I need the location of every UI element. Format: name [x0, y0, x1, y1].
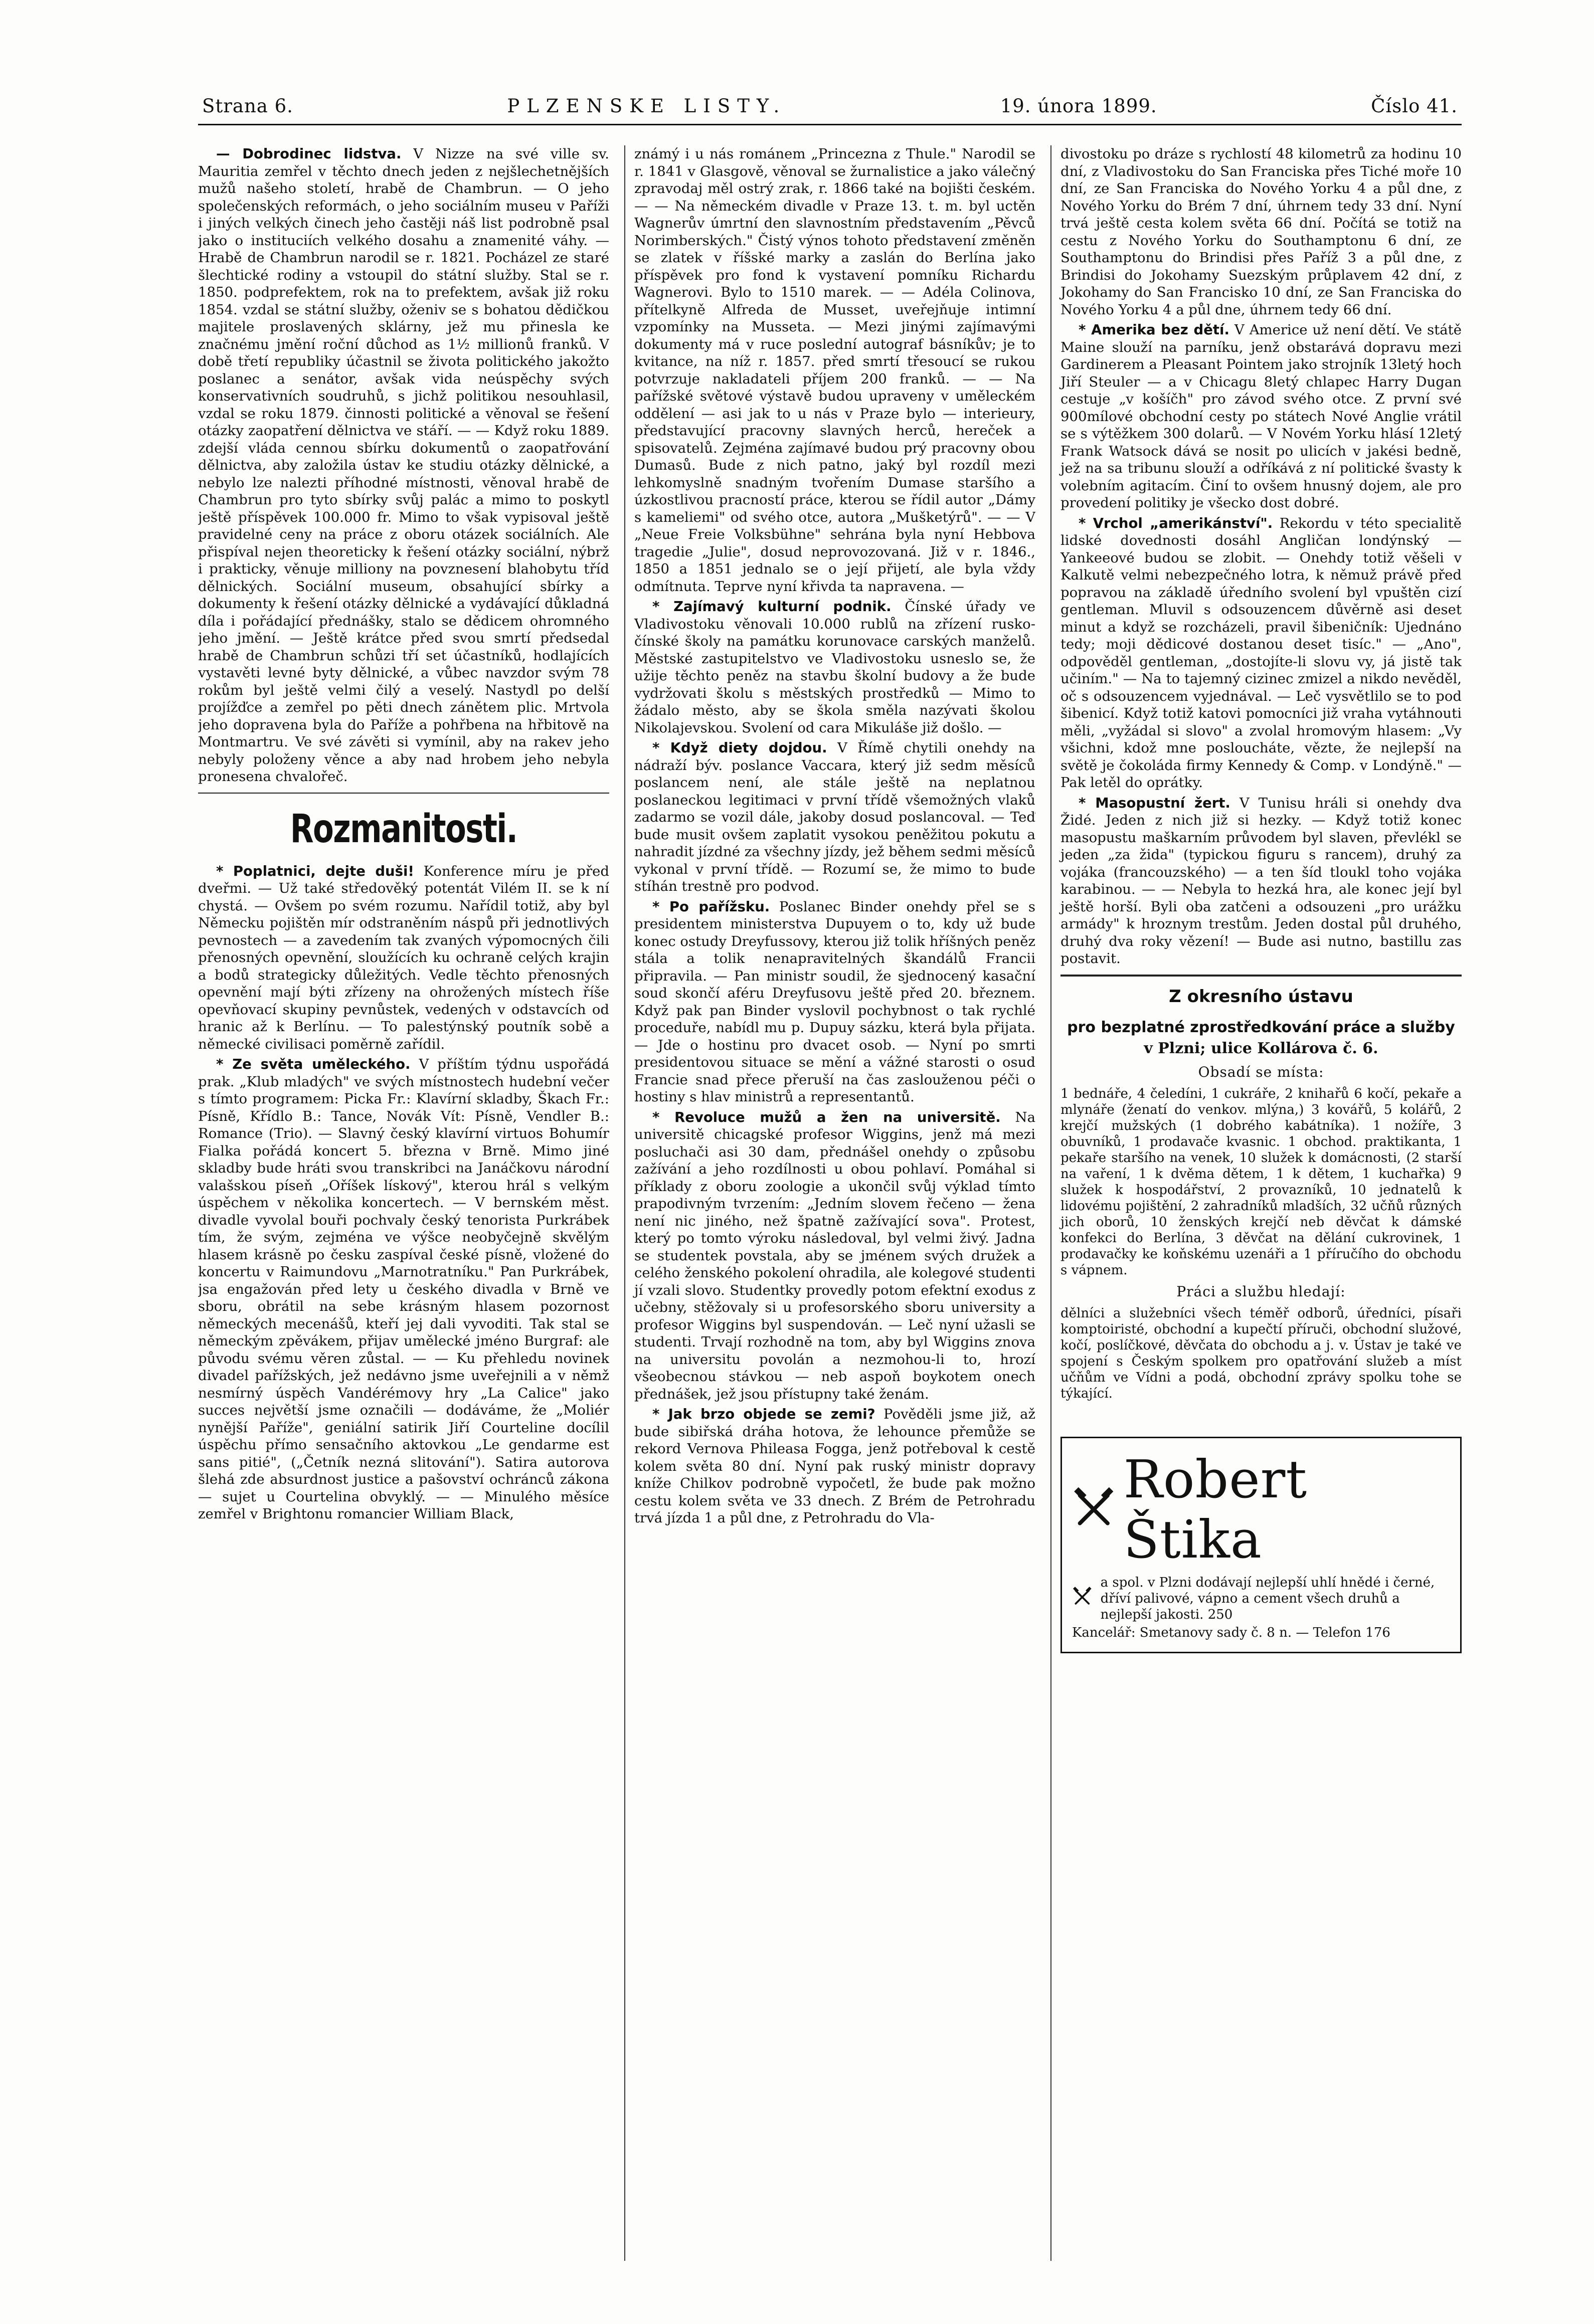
ad-details-row — [1072, 1575, 1450, 1623]
advertisement-stika — [1060, 1437, 1462, 1653]
issue-number: Číslo 41. — [1371, 95, 1458, 117]
article-kulturni-podnik: * Zajímavý kulturní podnik. Čínské úřady ve Vladivostoku věnovali 10.000 rublů na zřízení rusko-čínské školy na památku korunovace carských manželů. Městské zastupitelstvo ve Vladivostoku usneslo se, že užije těchto peněz na stavbu školní budovy a že bude vydržovati školu s městských prostředků — Mimo to žádalo město, aby se škola směla nazývati školou Nikolajevskou. Svolení od cara Mikuláše již došlo. — — [634, 599, 1035, 736]
newspaper-title: PLZENSKE LISTY. — [507, 95, 787, 117]
column-3 — [1050, 145, 1462, 2261]
article-amerika: * Amerika bez dětí. V Americe už není dětí. Ve státě Maine slouží na parníku, jenž obstarává dopravu mezi Gardinerem a Pleasant Pointem jako strojník 13letý hoch Jiří Steuler — a v Chicagu 8letý chlapec Harry Dugan cestuje „v košíčh" pro závod svého otce. Z první své 900mílové obchodní cesty po státech Nové Anglie vrátil se s výtěžkem 300 dolarů. — V Novém Yorku hlásí 12letý Frank Watsock dává se nosit po ulicích v jakési bedně, jež na sa tribunu slouží a odříkává z ní politické švasty k volebním agitacím. Činí to ovšem hnusný dojem, ale pro provedení politiky je všecko dost dobré. — [1060, 322, 1462, 511]
notice-offers: 1 bednáře, 4 čeledíni, 1 cukráře, 2 knihařů 6 kočí, pekaře a mlynáře (ženatí do venkov. mlýna,) 3 kovářů, 5 kolářů, 2 krejčí mužských (1 dobrého kabátníka). 1 nožíře, 3 obuvníků, 1 prodavače kvasnic. 1 obchod. praktikanta, 1 pekaře staršího na venek, 10 služek k domácnosti, (2 starší na vaření, 1 k dvěma dětem, 1 k dětem, 1 kuchařka) 9 služek k hospodářství, 2 provazníků, 10 jednatelů k lidovému pojištění, 2 zahradníků mladších, 32 učňů různých jich oborů, 10 ženských krejčí neb děvčat k dámské konfekci do Berlína, 3 děvčat na dělání cukrovinek, 1 prodavačky ke koňskému uzenáři a 1 příručího do obchodu s vápnem. — [1060, 1086, 1462, 1278]
notice-title-2: pro bezplatné zprostředkování práce a služby — [1067, 1018, 1455, 1036]
notice-heading-seekers: Práci a službu hledají: — [1176, 1283, 1346, 1300]
newspaper-page — [198, 95, 1462, 2261]
article-diety: * Když diety dojdou. V Římě chytili onehdy na nádraží býv. poslance Vaccara, který již sedm měsíců poslancem není, ale stále ještě na neplatnou poslaneckou legitimaci v první třídě všemožných vlaků zadarmo se vozil dále, jakoby dosud poslancoval. — Teď bude musit ovšem zaplatit vysokou peněžitou pokutu a nahradit jízdné za všechny jízdy, jež během sedmi měsíců vykonal v první třídě. — Rozumí se, že mimo to bude stíhán trestně pro podvod. — [634, 740, 1035, 894]
article-dobrodinec: — Dobrodinec lidstva. V Nizze na své ville sv. Mauritia zemřel v těchto dnech jeden z nejšlechetnějších mužů našeho století, hrabě de Chambrun. — O jeho společenských reformách, o jeho sociálním museu v Paříži i jiných velkých činech jeho častěji náš list podrobně psal jako o instituciích velkého dosahu a znamenité váhy. — Hrabě de Chambrun narodil se r. 1821. Pocházel ze staré šlechtické rodiny a vstoupil do státní služby. Stal se r. 1850. podprefektem, rok na to prefektem, avšak již roku 1854. vzdal se státní služby, oženiv se s bohatou dědičkou majitele proslavených sklárny, jež mu přinesla ke značnému jmění roční důchod as 1½ millionů franků. V době třetí republiky účastnil se života politického jakožto poslanec a senátor, avšak vida neúspěchy svých konservativních soudruhů, s jichž politikou nesouhlasil, vzdal se roku 1879. činnosti politické a věnoval se řešení otázky zaopatření dělnictva ve stáří. — — Když roku 1889. zdejší vláda cennou sbírku dokumentů o zaopatřování dělnictva, aby založila ústav ke studiu otázky dělnické, a nebylo lze nalezti příhodné místnosti, věnoval hrabě de Chambrun pro tyto sbírky svůj palác a mimo to poskytl ještě příspěvek 100.000 fr. Mimo to však vypisoval ještě pravidelné ceny na práce z oboru otázek sociálních. Ale přispíval nejen theoreticky k řešení otázky sociální, nýbrž i prakticky, věnuje milliony na povznesení blahobytu tříd dělnických. Sociální museum, obsahující sbírky a dokumenty k řešení otázky dělnické a vydávající důkladná díla i pořádající přednášky, stalo se dědicem ohromného jeho jmění. — Ještě krátce před svou smrtí předsedal hrabě de Chambrun schůzi tří set účastníků, hodlajících vystavěti levné byty dělnické, a vůbec navzdor svým 78 rokům byl ještě velmi čilý a veselý. Nastydl po delší projížďce a zemřel po pěti dnech zánětem plic. Mrtvola jeho dopravena byla do Paříže a pohřbena na hřbitově na Montmartru. Ve své závěti si vymínil, aby na rakev jeho nebyly položeny věnce a aby nad hrobem jeho nebyla pronesena chvalořeč. — [198, 146, 609, 785]
page-number: Strana 6. — [202, 95, 293, 117]
article-revoluce: * Revoluce mužů a žen na universitě. Na universitě chicagské profesor Wiggins, jenž má mezi posluchači asi 30 dam, přednášel onehdy o způsobu zažívání a jeho rozdílnosti u obou pohlaví. Pomáhal si příklady z oboru zoologie a ukončil svůj výklad tímto prapodivným tvrzením: „Jedním slovem řečeno — žena není nic jiného, než špatně zažívající sova". Protest, který po tomto výroku následoval, byl velmi živý. Jadna se studentek povstala, aby se jménem svých družek a celého ženského pokolení ohradila, ale kolegové studenti jí vzali slovo. Studentky provedly potom efektní exodus z učebny, stěžovaly si u profesorského sboru university a profesor Wiggins byl suspendován. — Leč nyní užasli se studenti. Trvají rozhodně na tom, aby byl Wiggins znova na universitu povolán a nezmohou-li to, hrozí všeobecnou stávkou — neb aspoň boykotem onech přednášek, jež jsou přístupny také ženám. — [634, 1109, 1035, 1402]
employment-office-notice — [1060, 986, 1462, 1402]
notice-seekers: dělníci a služebníci všech téměř odborů, úředníci, písaři komptoiristé, obchodní a kupečtí příruči, obchodní služové, kočí, poslíčkové, děvčata do obchodu a j. v. Ústav je také ve spojení s Českým spolkem pro opatřování služeb a míst učňům ve Vídni a podá, obchodní zprávy spolku tohe se týkající. — [1060, 1305, 1462, 1401]
ad-brand-name: Robert Štika — [1123, 1448, 1308, 1570]
ad-office-line: Kancelář: Smetanovy sady č. 8 n. — Telefon 176 — [1072, 1625, 1390, 1640]
column-1 — [198, 145, 609, 2261]
header-rule — [198, 124, 1462, 125]
article-continued-3: divostoku po dráze s rychlostí 48 kilometrů za hodinu 10 dní, z Vladivostoku do San Franciska přes Tiché moře 10 dní, ze San Franciska do Nového Yorku 4 a půl dne, z Nového Yorku do Brém 7 dní, úhrnem tedy 33 dní. Nyní trvá ještě cesta kolem světa 66 dní. Počítá se totiž na cestu z Nového Yorku do Southamptonu 6 dní, ze Southamptonu do Brindisi přes Paříž 3 a půl dne, z Brindisi do Jokohamy Suezským průplavem 42 dní, z Jokohamy do San Francisko 10 dní, ze San Franciska do Nového Yorku 4 a půl dne, úhrnem tedy 66 dní. — [1060, 146, 1462, 318]
issue-date: 19. února 1899. — [1000, 95, 1157, 117]
ad-number: 250 — [1207, 1607, 1233, 1622]
page-header — [198, 95, 1462, 117]
notice-title: Z okresního ústavu — [1169, 986, 1353, 1007]
article-po-parizsku: * Po pařížsku. Poslanec Binder onehdy přel se s presidentem ministerstva Dupuyem o to, kdy už bude konec ostudy Dreyfussovy, kterou již tolik hříšných peněz stála a tolik nenapravitelných škandálů Francii připravila. — Pan ministr soudil, že sjednocený kasační soud skončí aféru Dreyfusovu ještě před 20. březnem. Když pak pan Binder vyslovil pochybnost o tak rychlé proceduře, nabídl mu p. Dupuy sázku, která byla přijata. — Jde o hostinu pro dvacet osob. — Nyní po smrti presidentovou situace se mění a vážné starosti o osud Francie snad přece přeruší na čas zaslouženou péči o hostiny s hlav ministrů a representantů. — [634, 898, 1035, 1105]
divider — [1060, 975, 1462, 977]
crossed-hammers-icon — [1072, 1487, 1116, 1532]
article-masopustni: * Masopustní žert. V Tunisu hráli si onehdy dva Židé. Jeden z nich již si hezky. — Když totiž konec masopustu maškarním průvodem byl slaven, převlékl se jeden „za žida" (typickou figuru s rancem), druhý za vojáka (francouzského) — a ten šíd tloukl toho vojáka karabinou. — — Nebyla to hezká hra, ale konec její byl ještě horší. Byli oba zatčeni a odsouzeni „pro urážku armády" k hroznym trestům. Jeden dostal půl druhého, druhý dva roky vězení! — Bude asi nutno, bastillu zas postavit. — [1060, 795, 1462, 966]
article-continued: známý i u nás románem „Princezna z Thule." Narodil se r. 1841 v Glasgově, věnoval se žurnalistice a jako válečný zpravodaj měl ostrý zrak, r. 1866 také na bojišti českém. — — Na německém divadle v Praze 13. t. m. byl uctěn Wagnerův úmrtní den slavnostním představením „Pěvců Norimberských." Čistý výnos tohoto představení změněn se zlatek v říšské marky a zaslán do Berlína jako příspěvek pro fond k vystavení pomníku Richardu Wagnerovi. Bylo to 1510 marek. — — Adéla Colinova, přítelkyně Alfreda de Musset, uveřejňuje intimní vzpomínky na Musseta. — Mezi jinými zajímavými dokumenty má v ruce poslední autograf básníkův; je to kvitance, na níž r. 1857. před smrtí třesoucí se rukou potvrzuje nakladateli příjem 200 franků. — — Na pařížské světové výstavě budou upraveny v uměleckém oddělení — asi jak to u nás v Praze bylo — interieury, představující pracovny slavných herců, hereček a spisovatelů. Zejména zajímavé budou prý pracovny obou Dumasů. Bude z nich patno, jaký byl rozdíl mezi lehkomyslně snadným tvořením Dumase staršího a úzkostlivou pracností práce, kterou se řídil autor „Dámy s kameliemi" od svého otce, autora „Mušketýrů". — — V „Neue Freie Volksbühne" sehrána byla nyní Hebbova tragedie „Julie", dosud neprovozovaná. Již v r. 1846., 1850 a 1851 jednalo se o její přijetí, ale byla vždy odmítnuta. Teprve nyní křivda ta napravena. — — [634, 146, 1035, 595]
article-poplatnici: * Poplatnici, dejte duši! Konference míru je před dveřmi. — Už také středověký potentát Vilém II. se k ní chystá. — Ovšem po svém rozumu. Nařídil totiž, aby byl Německu pojištěn mír odstraněním náspů při jednotlivých pevnostech — a zavedením tak zvaných výpomocných čili přenosných opevnění, sloužících ku ochraně celých krajin a bodů strategicky důležitých. Vedle těchto přenosných opevnění mají býti zřízeny na ohrožených místech říše opevňovací skupiny pevnůstek, vedených v odstavcích od hranic až k Berlínu. — To palestýnský poutník sobě a německé civilisaci poměrně zařídil. — [198, 863, 609, 1052]
ad-brand-row — [1072, 1449, 1450, 1570]
notice-address: v Plzni; ulice Kollárova č. 6. — [1144, 1039, 1378, 1057]
notice-heading-offers: Obsadí se místa: — [1198, 1063, 1324, 1080]
article-objede-zemi: * Jak brzo objede se zemi? Pověděli jsme již, až bude sibiřská dráha hotova, že lehounce přemůže se rekord Vernova Phileasa Fogga, jenž potřeboval k cestě kolem světa 80 dní. Nyní pak ruský ministr dopravy kníže Chilkov podrobně vypočetl, že bude pak možno cestu kolem světa ve 33 dnech. Z Brém de Petrohradu trvá jízda 1 a půl dne, z Petrohradu do Vla- — [634, 1406, 1035, 1526]
text-columns — [198, 145, 1462, 2261]
column-2 — [624, 145, 1035, 2261]
ad-product-line: a spol. v Plzni dodávají nejlepší uhlí hnědé i černé, dříví palivové, vápno a cement všech druhů a nejlepší jakosti. 250 — [1100, 1575, 1435, 1622]
section-title: Rozmanitosti. — [290, 806, 517, 852]
divider — [198, 793, 609, 794]
article-vrchol: * Vrchol „amerikánství". Rekordu v této specialitě lidské dovednosti dosáhl Angličan londýnský — Yankeeové budou se zlobit. — Onehdy totiž věšeli v Kalkutě velmi nebezpečného lotra, k němuž právě před popravou na základě úředního svolení byl vpuštěn cizí gentleman. Mluvil s odsouzencem důvěrně asi deset minut a když se rozcházeli, pravil šibeničník: Ujednáno tedy; moji dědicové dostanou deset tisíc." — „Ano", odpověděl gentleman, „dostojíte-li slovu vy, já jistě tak učiním." — Na to tajemný cizinec zmizel a nikdo nevěděl, oč s odsouzencem vyjednával. — Leč vysvětlilo se to pod šibenicí. Když totiž katovi pomocníci již vraha vytáhnouti měli, „vyžádal si slovo" a zvolal hromovým hlasem: „Vy všichni, kdož mne posloucháte, vězte, že nejlepší na světě je čokoláda firmy Kennedy & Comp. v Londýně." — Pak letěl do oprátky. — [1060, 515, 1462, 791]
crossed-hammers-icon — [1072, 1575, 1093, 1620]
article-umelecky: * Ze světa uměleckého. V příštím týdnu uspořádá prak. „Klub mladých" ve svých místnostech hudební večer s tímto programem: Picka Fr.: Klavírní skladby, Škach Fr.: Písně, Křídlo B.: Tance, Novák Vít: Písně, Vendler B.: Romance (Trio). — Slavný český klavírní virtuos Bohumír Fialka pořádá koncert 5. března v Brně. Mimo jiné skladby bude hráti svou transkribci na Janáčkovu národní valašskou píseň „Oříšek lískový", kterou hrál s velkým úspěchem v několika koncertech. — V bernském měst. divadle vyvolal bouři pochvaly český tenorista Purkrábek tím, že svým, zejména ve výšce neobyčejně skvělým hlasem krásně po česku zaspíval české písně, vložené do koncertu v Raimundovu „Marnotratníku." Pan Purkrábek, jsa engažován před lety u českého divadla v Brně ve sboru, obrátil na sebe krásným hlasem pozornost německých mecenášů, kteří jej dali vyvoditi. Tak stal se německým zpěvákem, přijav umělecké jméno Burgraf: ale původu svému věren zůstal. — — Ku přehledu novinek divadel pařížských, jež nedávno jsme uveřejnili a v němž nesmírný úspěch Vandérémovy hry „La Calice" jako succes největší jsme označili — dodáváme, že „Moliér nynější Paříže", geniální satirik Jiří Courteline docílil úspěchu přímo sensačního aktovkou „Le gendarme est sans pitié", („Četník nezná slitování"). Satira autorova šlehá zde absurdnost justice a pašovství ochránců zákona — sujet u Courtelina obvyklý. — — Minulého měsíce zemřel v Brightonu romancier William Black, — [198, 1056, 609, 1522]
